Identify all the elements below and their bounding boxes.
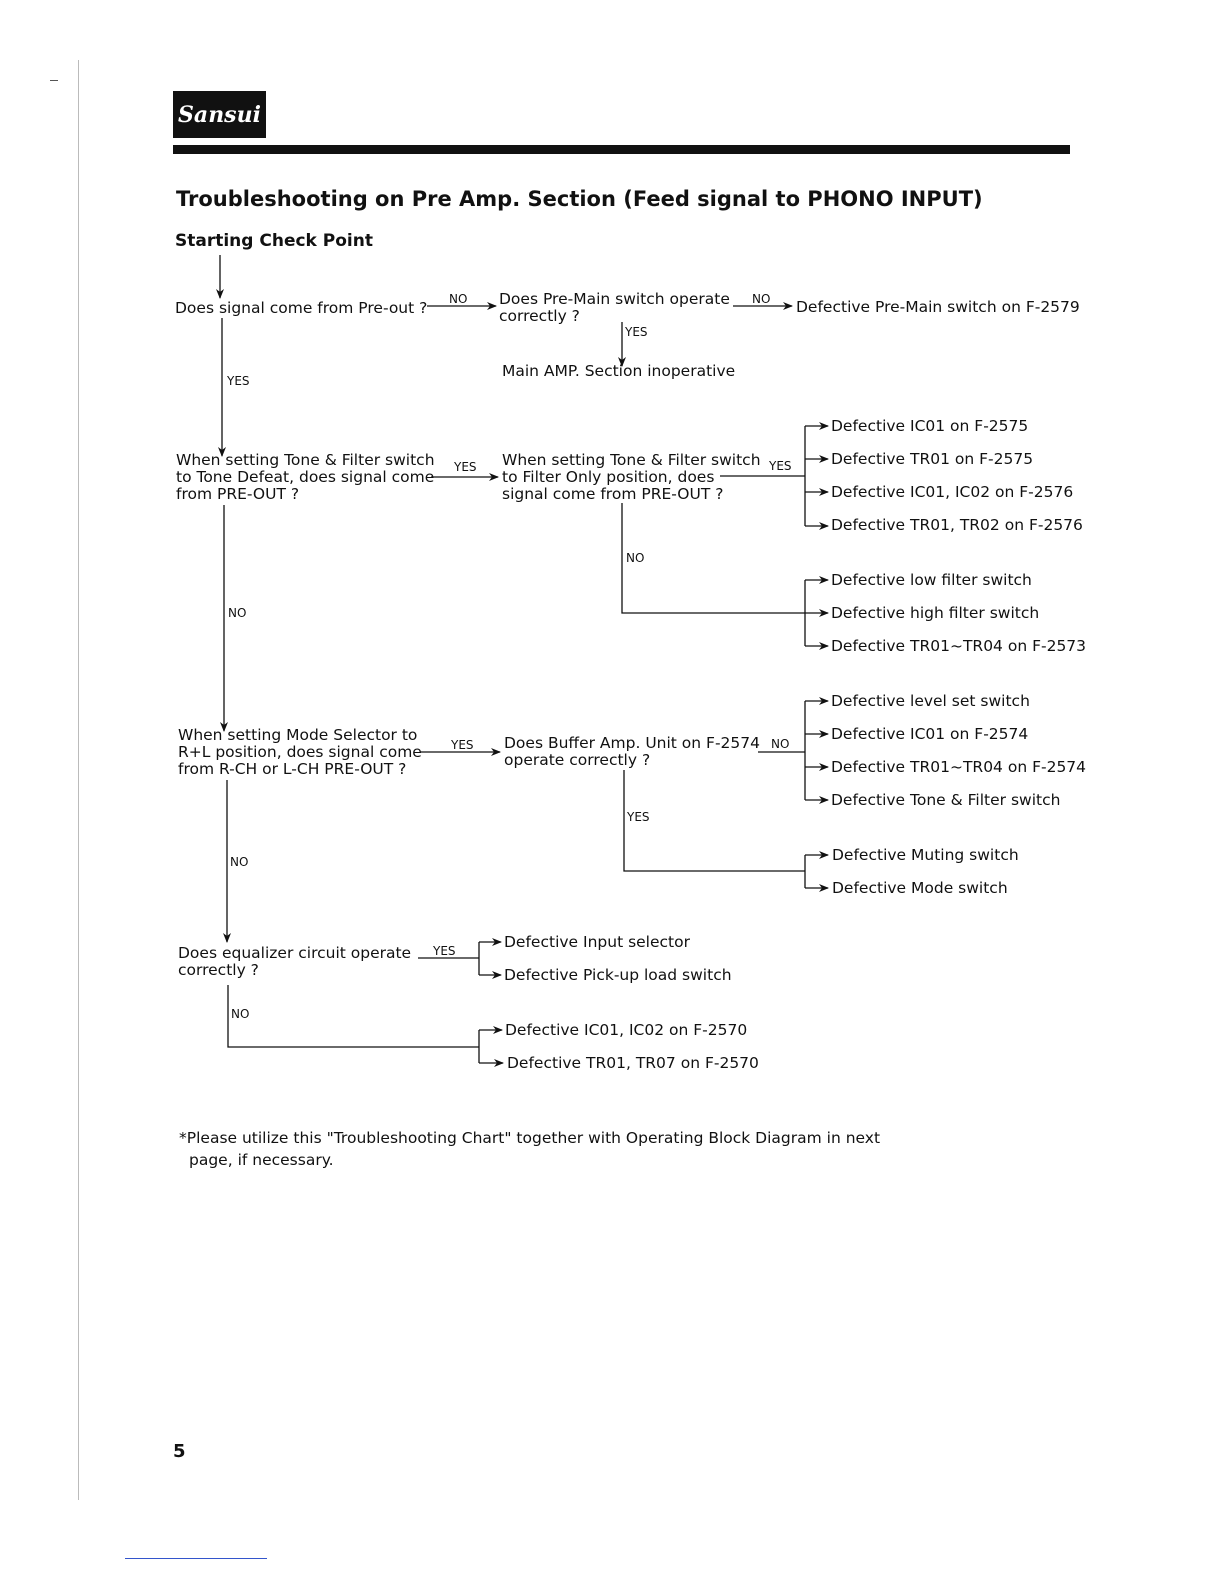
- label-yes: YES: [627, 810, 650, 824]
- q2-line2: to Tone Defeat, does signal come: [176, 468, 435, 486]
- q2-line1: When setting Tone & Filter switch: [176, 451, 435, 469]
- sansui-logo: Sansui: [173, 91, 266, 138]
- q3b-line2: operate correctly ?: [504, 751, 651, 769]
- result-g7-item: Defective IC01, IC02 on F-2570: [505, 1021, 748, 1039]
- label-no: NO: [626, 551, 645, 565]
- page-title: Troubleshooting on Pre Amp. Section (Feed signal to PHONO INPUT): [176, 187, 983, 211]
- starting-check-point: Starting Check Point: [175, 231, 373, 251]
- label-no: NO: [230, 855, 249, 869]
- q4-line2: correctly ?: [178, 961, 259, 979]
- q2b-line2: to Filter Only position, does: [502, 468, 715, 486]
- label-yes: YES: [454, 460, 477, 474]
- result-g7-item: Defective TR01, TR07 on F-2570: [507, 1054, 759, 1072]
- q2-line3: from PRE-OUT ?: [176, 485, 300, 503]
- label-no: NO: [752, 292, 771, 306]
- result-g6-item: Defective Input selector: [504, 933, 690, 951]
- result-g4-item: Defective TR01~TR04 on F-2574: [831, 758, 1087, 776]
- result-g2-item: Defective TR01, TR02 on F-2576: [831, 516, 1083, 534]
- q4-line1: Does equalizer circuit operate: [178, 944, 412, 962]
- label-yes: YES: [227, 374, 250, 388]
- label-no: NO: [228, 606, 247, 620]
- label-yes: YES: [451, 738, 474, 752]
- result-g2-item: Defective TR01 on F-2575: [831, 450, 1034, 468]
- q2b-line1: When setting Tone & Filter switch: [502, 451, 761, 469]
- result-premain-switch: Defective Pre-Main switch on F-2579: [796, 298, 1080, 316]
- result-g4-item: Defective level set switch: [831, 692, 1030, 710]
- label-yes: YES: [433, 944, 456, 958]
- label-no: NO: [231, 1007, 250, 1021]
- result-g3-item: Defective high filter switch: [831, 604, 1040, 622]
- result-g2-item: Defective IC01, IC02 on F-2576: [831, 483, 1074, 501]
- result-g3-item: Defective TR01~TR04 on F-2573: [831, 637, 1087, 655]
- result-g4-item: Defective Tone & Filter switch: [831, 791, 1061, 809]
- result-g5-item: Defective Mode switch: [832, 879, 1008, 897]
- result-g5-item: Defective Muting switch: [832, 846, 1019, 864]
- result-g6-item: Defective Pick-up load switch: [504, 966, 732, 984]
- q3-line2: R+L position, does signal come: [178, 743, 422, 761]
- q1-pre-out: Does signal come from Pre-out ?: [175, 299, 428, 317]
- result-main-amp: Main AMP. Section inoperative: [502, 362, 736, 380]
- label-yes: YES: [769, 459, 792, 473]
- result-g3-item: Defective low filter switch: [831, 571, 1032, 589]
- q2b-line3: signal come from PRE-OUT ?: [502, 485, 724, 503]
- q3b-line1: Does Buffer Amp. Unit on F-2574: [504, 734, 760, 752]
- q3-line3: from R-CH or L-CH PRE-OUT ?: [178, 760, 407, 778]
- result-g4-item: Defective IC01 on F-2574: [831, 725, 1029, 743]
- line-q3b-yes: [624, 770, 805, 871]
- line-q4-no: [228, 985, 479, 1047]
- footnote-line1: *Please utilize this "Troubleshooting Chart" together with Operating Block Diagram in next: [179, 1129, 881, 1147]
- label-no: NO: [771, 737, 790, 751]
- page-number: 5: [173, 1441, 186, 1462]
- footnote-line2: page, if necessary.: [189, 1151, 334, 1169]
- line-q2b-no: [622, 503, 805, 613]
- result-g2-item: Defective IC01 on F-2575: [831, 417, 1029, 435]
- q1b-line1: Does Pre-Main switch operate: [499, 290, 730, 308]
- label-no: NO: [449, 292, 468, 306]
- bottom-blue-line: [125, 1558, 267, 1559]
- label-yes: YES: [625, 325, 648, 339]
- q1b-line2: correctly ?: [499, 307, 580, 325]
- q3-line1: When setting Mode Selector to: [178, 726, 418, 744]
